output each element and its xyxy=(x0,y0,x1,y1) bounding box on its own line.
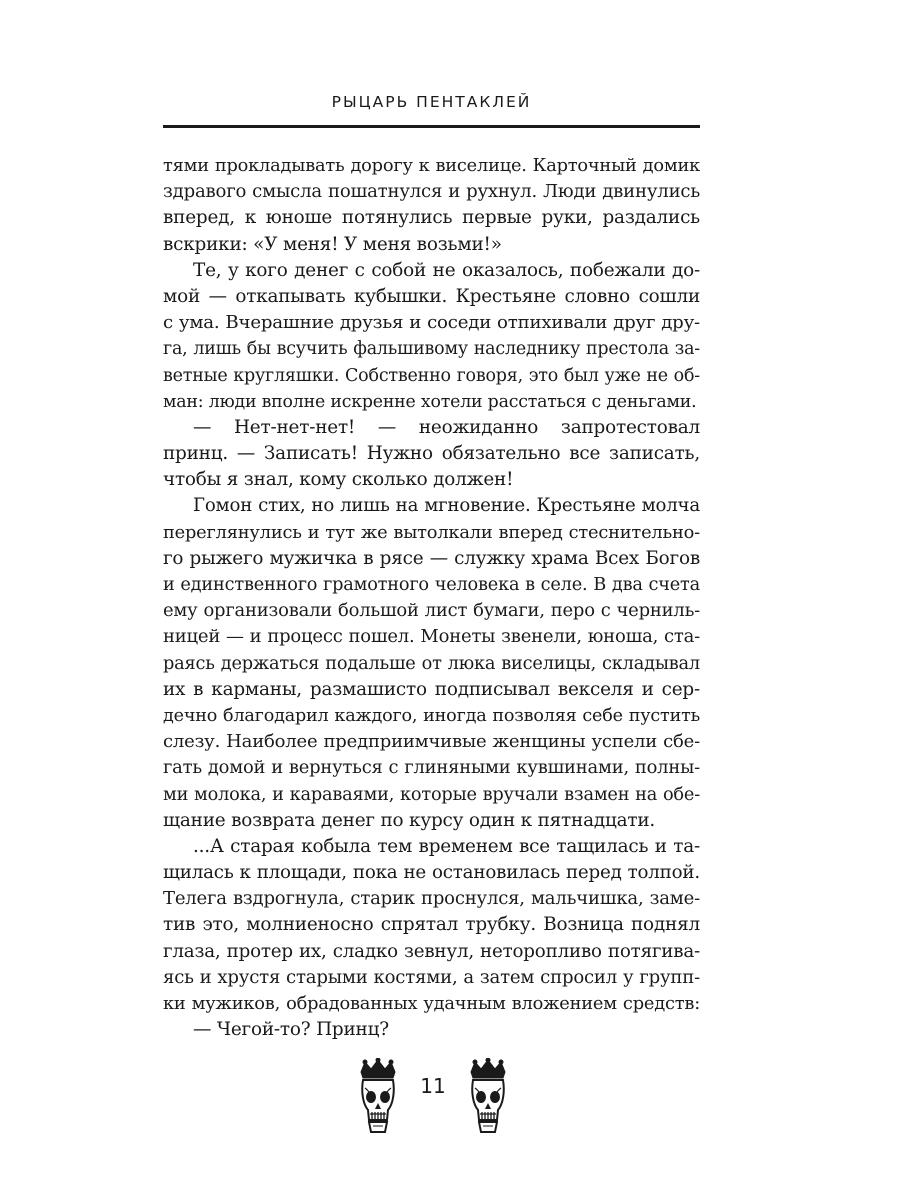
text-line: дечно благодарил каждого, иногда позволяя себе пустить xyxy=(163,705,700,726)
text-line: здравого смысла пошатнулся и рухнул. Люди двинулись xyxy=(163,181,700,203)
text-line: ман: люди вполне искренне хотели расстаться с деньгами. xyxy=(163,391,697,412)
text-line: тями прокладывать дорогу к виселице. Карточный домик xyxy=(163,156,700,176)
text-line: глаза, протер их, сладко зевнул, неторопливо потягива- xyxy=(163,940,700,962)
text-line: щилась к площади, пока не остановилась перед толпой. xyxy=(163,862,700,884)
text-line: Те, у кого денег с собой не оказалось, побежали до- xyxy=(193,259,700,281)
text-line: чтобы я знал, кому сколько должен! xyxy=(163,469,514,491)
text-line: ницей — и процесс пошел. Монеты звенели, юноша, ста- xyxy=(163,626,700,648)
text-line: принц. — Записать! Нужно обязательно все записать, xyxy=(163,443,700,465)
text-line: ми молока, и караваями, которые вручали взамен на обе- xyxy=(163,784,700,805)
text-line: го рыжего мужичка в рясе — служку храма Всех Богов xyxy=(163,547,700,569)
text-line: и единственного грамотного человека в селе. В два счета xyxy=(163,575,700,595)
text-line: ...А старая кобыла тем временем все тащилась и та- xyxy=(193,835,700,857)
text-line: ему организовали большой лист бумаги, перо с черниль- xyxy=(163,600,700,622)
text-line: — Нет-нет-нет! — неожиданно запротестовал xyxy=(193,416,700,438)
text-line: вскрики: «У меня! У меня возьми!» xyxy=(163,233,502,255)
text-line: раясь держаться подальше от люка виселицы, складывал xyxy=(163,653,700,674)
crowned-skull-icon xyxy=(465,1058,511,1136)
page-number: 11 xyxy=(420,1074,446,1098)
text-line: ветные кругляшки. Собственно говоря, это был уже не об- xyxy=(163,365,700,386)
running-head: РЫЦАРЬ ПЕНТАКЛЕЙ xyxy=(331,93,532,111)
text-line: Гомон стих, но лишь на мгновение. Крестьяне молча xyxy=(193,495,700,517)
crowned-skull-icon xyxy=(355,1058,401,1136)
text-line: ясь и хрустя старыми костями, а затем спросил у групп- xyxy=(163,966,700,988)
text-line: га, лишь бы всучить фальшивому наследнику престола за- xyxy=(163,339,700,360)
text-line: щание возврата денег по курсу один к пятнадцати. xyxy=(163,809,656,831)
text-line: слезу. Наиболее предприимчивые женщины успели сбе- xyxy=(163,731,700,753)
text-line: их в карманы, размашисто подписывал векселя и сер- xyxy=(163,678,700,700)
text-line: — Чегой-то? Принц? xyxy=(193,1019,389,1041)
text-line: переглянулись и тут же вытолкали вперед стеснительно- xyxy=(163,521,700,543)
text-line: с ума. Вчерашние друзья и соседи отпихивали друг дру- xyxy=(163,312,700,334)
text-line: ки мужиков, обрадованных удачным вложением средств: xyxy=(163,993,700,1014)
text-line: Телега вздрогнула, старик проснулся, мальчишка, заме- xyxy=(163,888,700,910)
header-rule xyxy=(163,125,700,128)
text-line: гать домой и вернуться с глиняными кувшинами, полны- xyxy=(163,757,700,779)
text-line: вперед, к юноше потянулись первые руки, раздались xyxy=(163,207,700,229)
text-line: тив это, молниеносно спрятал трубку. Возница поднял xyxy=(163,914,700,936)
folio xyxy=(355,1058,525,1138)
text-line: мой — откапывать кубышки. Крестьяне словно сошли xyxy=(163,285,700,307)
body-text xyxy=(163,153,700,1043)
